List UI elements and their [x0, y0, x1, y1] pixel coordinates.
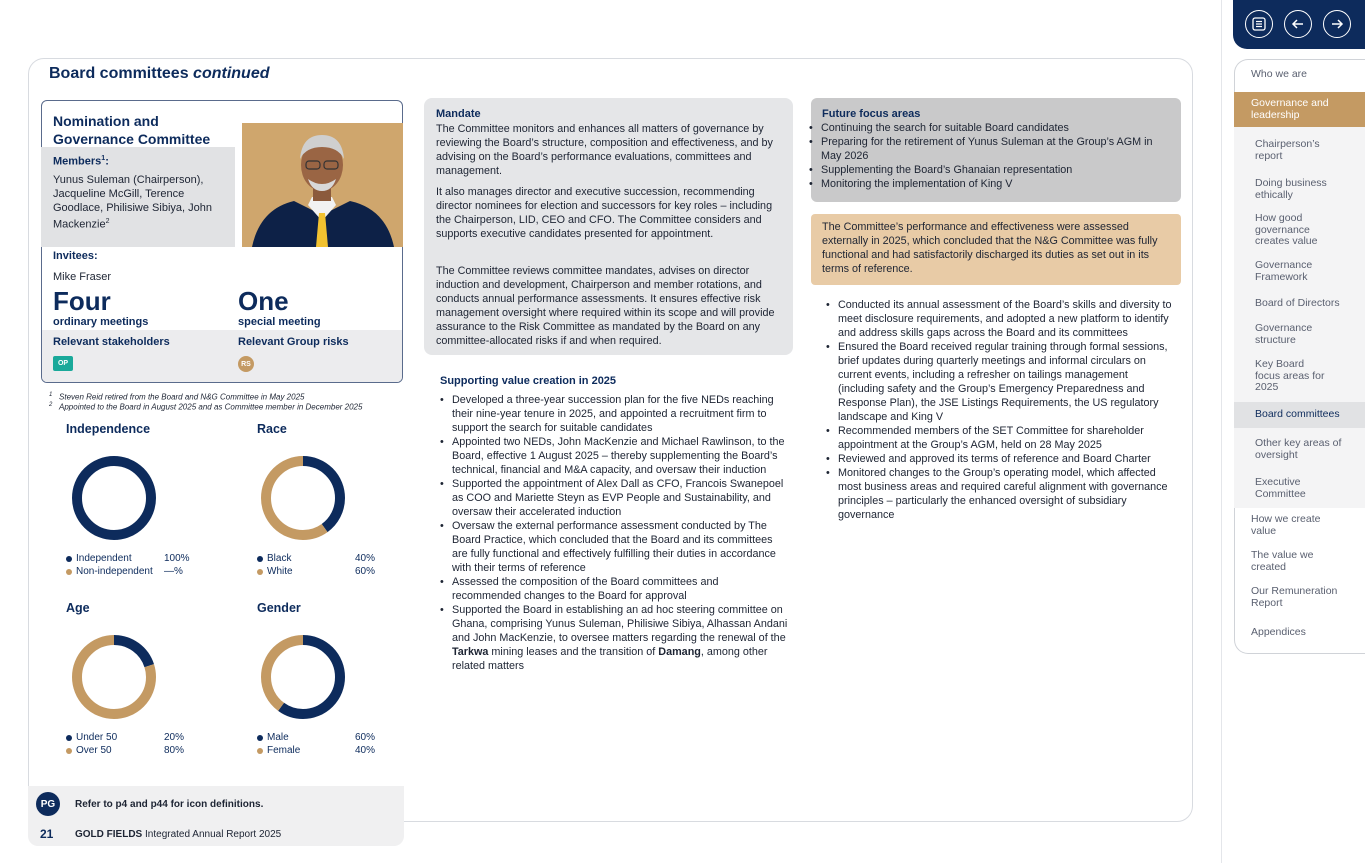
- nav-item-chairperson-report[interactable]: Chairperson’s report: [1255, 138, 1320, 162]
- chairperson-portrait: [242, 123, 403, 247]
- list-item: • Preparing for the retirement of Yunus Suleman at the Group’s AGM in May 2026: [808, 135, 1168, 163]
- legend-independent: Independent 100%: [66, 553, 191, 564]
- page-number: 21: [40, 827, 54, 841]
- performance-text: The Committee’s performance and effectiveness were assessed externally in 2025, which concluded that the N&G Committee was fully functional and had satisfactorily discharged its duties as set out in its terms of reference.: [822, 221, 1158, 275]
- ordinary-meetings-label: ordinary meetings: [53, 316, 149, 328]
- mandate-paragraph-3: The Committee reviews committee mandates, advises on director induction and development, Chairperson and member rotations, and conducts annual performance assessments. It ensures effective risk management oversight where required within its scope and will provide assurance to the Risk Committee as mandated by the Board on any committee-allocated risks if and when required.: [436, 265, 775, 347]
- list-item: • Conducted its annual assessment of the Board’s skills and diversity to meet disclosure requirements, and adopted a new platform to identify and address skills gaps across the Board and its committees: [825, 298, 1175, 340]
- mandate-paragraph-1: The Committee monitors and enhances all matters of governance by reviewing the Board’s structure, composition and effectiveness, and by advising on the Board’s performance evaluations, committees and management.: [436, 123, 773, 177]
- list-item: • Ensured the Board received regular training through formal sessions, brief updates during quarterly meetings and informal circulars on current events, including a refresher on tailings management (including safety and the Group’s Emergency Preparedness and Response Plan), the JSE Listings Requirements, the US regulatory landscape and King V: [825, 340, 1175, 424]
- legend-dot: [257, 569, 263, 575]
- nav-item-board-committees[interactable]: Board committees: [1255, 408, 1340, 420]
- nav-item-good-governance[interactable]: How good governance creates value: [1255, 212, 1318, 247]
- supporting-heading: Supporting value creation in 2025: [440, 375, 617, 387]
- list-item: • Monitoring the implementation of King V: [808, 177, 1168, 191]
- page-title: Board committees continued: [49, 65, 270, 82]
- age-title: Age: [66, 601, 90, 615]
- members-list: Yunus Suleman (Chairperson), Jacqueline McGill, Terence Goodlace, Philisiwe Sibiya, John Mackenzie$^2$: [53, 174, 212, 231]
- stakeholder-op-badge[interactable]: OP: [53, 356, 73, 371]
- legend-male: Male 60%: [257, 732, 382, 743]
- nav-item-governance-leadership[interactable]: Governance and leadership: [1251, 97, 1329, 121]
- legend-dot: [66, 569, 72, 575]
- legend-female: Female 40%: [257, 745, 382, 756]
- list-item: • Continuing the search for suitable Board candidates: [808, 121, 1168, 135]
- legend-under-50: Under 50 20%: [66, 732, 191, 743]
- supporting-list: [439, 393, 789, 673]
- legend-white: White 60%: [257, 566, 382, 577]
- nav-item-appendices[interactable]: Appendices: [1251, 626, 1306, 638]
- arrow-right-icon[interactable]: [1323, 10, 1351, 38]
- activities-list: [825, 298, 1175, 522]
- list-item: • Supported the appointment of Alex Dall as CFO, Francois Swanepoel as COO and Mariette Steyn as EVP People and Sustainability, and oversaw their accelerated induction: [439, 477, 789, 519]
- nav-item-remuneration-report[interactable]: Our Remuneration Report: [1251, 585, 1338, 609]
- gender-donut: [259, 633, 347, 721]
- nav-item-how-we-create-value[interactable]: How we create value: [1251, 513, 1321, 537]
- footnote-1: $^1$ Steven Reid retired from the Board and N&G Committee in May 2025: [49, 392, 305, 402]
- race-donut: [259, 454, 347, 542]
- committee-title: Nomination and Governance Committee: [53, 113, 211, 147]
- future-focus-list: [808, 121, 1168, 191]
- members-label: Members$^1$:: [53, 155, 109, 168]
- mandate-heading: Mandate: [436, 108, 481, 120]
- contents-icon[interactable]: [1245, 10, 1273, 38]
- legend-dot: [66, 556, 72, 562]
- independence-donut: [70, 454, 158, 542]
- race-title: Race: [257, 422, 287, 436]
- pg-badge: PG: [36, 792, 60, 816]
- invitees-label: Invitees:: [53, 250, 98, 262]
- independence-title: Independence: [66, 422, 151, 436]
- legend-dot: [66, 748, 72, 754]
- nav-item-value-we-created[interactable]: The value we created: [1251, 549, 1314, 573]
- list-item: • Supplementing the Board’s Ghanaian representation: [808, 163, 1168, 177]
- list-item: • Supported the Board in establishing an ad hoc steering committee on Ghana, comprising Yunus Suleman, Philisiwe Sibiya, Alhassan Andani and John MacKenzie, to oversee matters regarding the renewal of the Tarkwa mining leases and the transition of Damang, among other related matters: [439, 603, 789, 673]
- footnote-2: $^2$ Appointed to the Board in August 2025 and as Committee member in December 2025: [49, 402, 363, 412]
- legend-non-independent: Non-independent —%: [66, 566, 191, 577]
- stakeholders-label: Relevant stakeholders: [53, 336, 170, 348]
- list-item: • Reviewed and approved its terms of reference and Board Charter: [825, 452, 1175, 466]
- legend-dot: [66, 735, 72, 741]
- legend-dot: [257, 735, 263, 741]
- special-meeting-count: One: [238, 286, 289, 316]
- mandate-paragraph-2: It also manages director and executive succession, recommending director nominees for election and successors for key roles – including the Chairperson, LID, CEO and CFO. The Committee considers and supports executive candidates presented for appointment.: [436, 186, 773, 240]
- legend-black: Black 40%: [257, 553, 382, 564]
- arrow-left-icon[interactable]: [1284, 10, 1312, 38]
- sidebar-divider: [1221, 0, 1222, 863]
- list-item: • Assessed the composition of the Board committees and recommended changes to the Board for approval: [439, 575, 789, 603]
- donut-slice-0: [77, 461, 151, 535]
- list-item: • Oversaw the external performance assessment conducted by The Board Practice, which concluded that the Board and its committees are fully functional and effectively fulfilling their duties in accordance with their terms of reference: [439, 519, 789, 575]
- list-item: • Recommended members of the SET Committee for shareholder appointment at the Group’s AGM, held on 28 May 2025: [825, 424, 1175, 452]
- nav-item-doing-business-ethically[interactable]: Doing business ethically: [1255, 177, 1327, 201]
- invitees-list: Mike Fraser: [53, 271, 112, 283]
- nav-item-who-we-are[interactable]: Who we are: [1251, 68, 1308, 80]
- nav-item-governance-framework[interactable]: Governance Framework: [1255, 259, 1313, 283]
- future-focus-heading: Future focus areas: [822, 108, 921, 120]
- list-item: • Developed a three-year succession plan for the five NEDs reaching their nine-year tenure in 2025, and appointed a recruitment firm to support the search for suitable candidates: [439, 393, 789, 435]
- ordinary-meetings-count: Four: [53, 286, 111, 316]
- legend-dot: [257, 748, 263, 754]
- legend-over-50: Over 50 80%: [66, 745, 191, 756]
- icon-reference-text[interactable]: Refer to p4 and p44 for icon definitions.: [75, 799, 264, 810]
- nav-item-executive-committee[interactable]: Executive Committee: [1255, 476, 1306, 500]
- age-donut: [70, 633, 158, 721]
- list-item: • Appointed two NEDs, John MacKenzie and Michael Rawlinson, to the Board, effective 1 August 2025 – thereby supplementing the Board’s technical, financial and M&A capacity, and oversaw their induction: [439, 435, 789, 477]
- nav-item-board-of-directors[interactable]: Board of Directors: [1255, 297, 1340, 309]
- risk-rs-badge[interactable]: RS: [238, 356, 254, 372]
- nav-item-key-board-focus[interactable]: Key Board focus areas for 2025: [1255, 358, 1325, 393]
- gender-title: Gender: [257, 601, 301, 615]
- special-meeting-label: special meeting: [238, 316, 321, 328]
- legend-dot: [257, 556, 263, 562]
- nav-item-governance-structure[interactable]: Governance structure: [1255, 322, 1313, 346]
- report-footer: GOLD FIELDS Integrated Annual Report 2025: [75, 829, 282, 840]
- list-item: • Monitored changes to the Group’s operating model, which affected most business areas and required careful alignment with governance principles – particularly the enhanced oversight of subsidiary governance: [825, 466, 1175, 522]
- group-risks-label: Relevant Group risks: [238, 336, 349, 348]
- nav-item-other-key-areas[interactable]: Other key areas of oversight: [1255, 437, 1342, 461]
